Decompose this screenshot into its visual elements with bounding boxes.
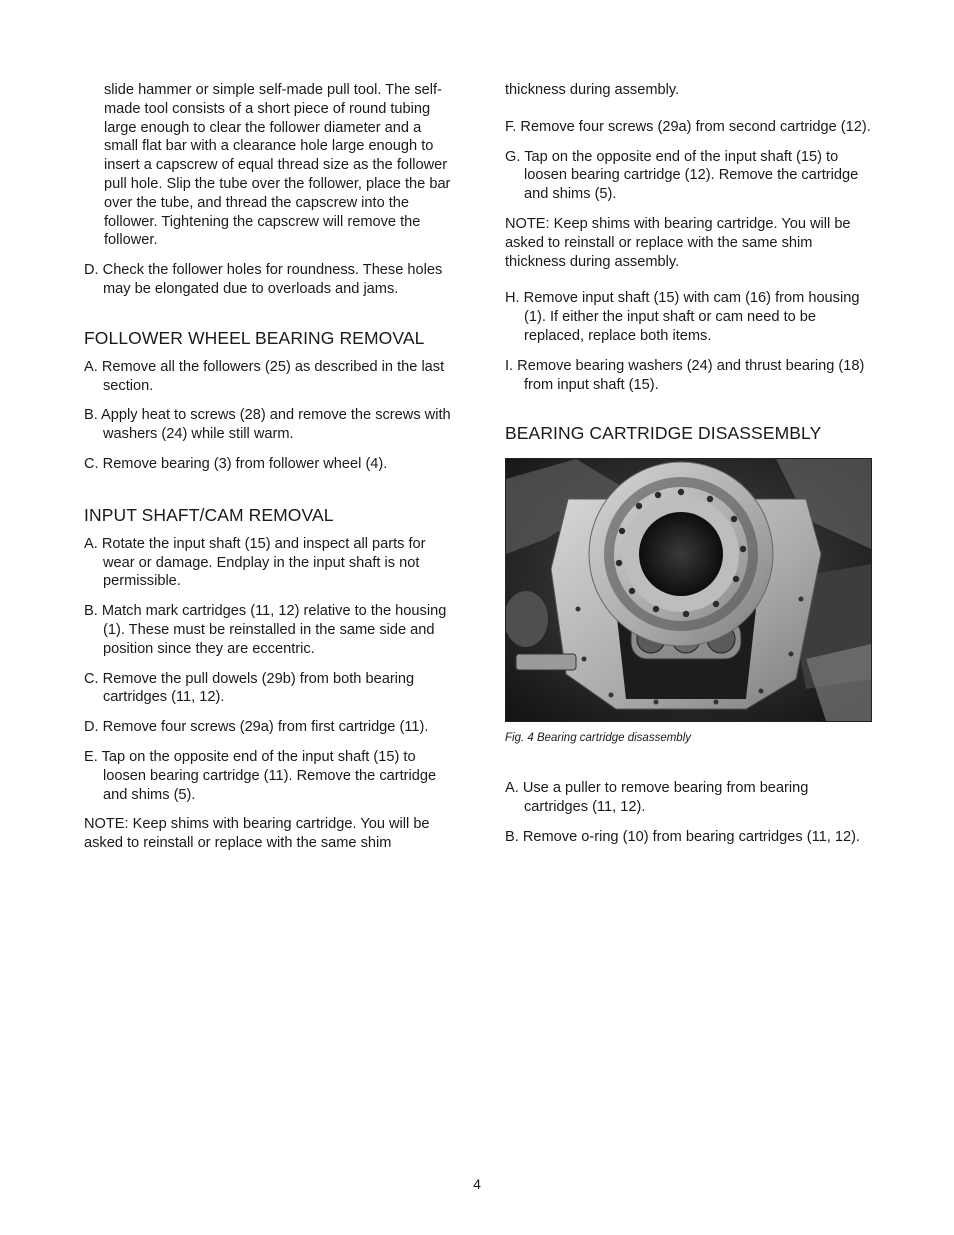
note-paragraph: NOTE: Keep shims with bearing cartridge. You will be asked to reinstall or replace with the same shim thickness during assembly.	[505, 215, 851, 270]
list-item: H. Remove input shaft (15) with cam (16) from housing (1). If either the input shaft or cam need to be replaced, replace both items.	[505, 290, 860, 344]
section-heading-follower-wheel: FOLLOWER WHEEL BEARING REMOVAL	[84, 327, 425, 348]
list-item: D. Check the follower holes for roundness. These holes may be elongated due to overloads and jams.	[84, 262, 443, 297]
page-number: 4	[473, 1176, 481, 1192]
list-item: C. Remove the pull dowels (29b) from both bearing cartridges (11, 12).	[84, 670, 415, 706]
list-item: G. Tap on the opposite end of the input shaft (15) to loosen bearing cartridge (12). Remove the cartridge and shims (5).	[505, 148, 859, 203]
list-item: B. Apply heat to screws (28) and remove the screws with washers (24) while still warm.	[84, 407, 451, 443]
note-continued: thickness during assembly.	[505, 82, 680, 98]
bearing-cartridge-photo	[505, 458, 872, 722]
list-item: B. Remove o-ring (10) from bearing cartridges (11, 12).	[505, 828, 860, 845]
list-item: A. Remove all the followers (25) as described in the last section.	[84, 358, 445, 394]
continued-paragraph: slide hammer or simple self-made pull tool. The self-made tool consists of a short piece of round tubing large enough to clear the follower diameter and a small flat bar with a clearance hole large enough to insert a capscrew of equal thread size as the follower pull hole. Slip the tube over the follower, place the bar over the tube, and thread the capscrew into the follower. Tightening the capscrew will remove the follower.	[104, 82, 451, 249]
left-column	[84, 81, 454, 864]
section-heading-bearing-cartridge: BEARING CARTRIDGE DISASSEMBLY	[505, 423, 822, 444]
section-heading-input-shaft: INPUT SHAFT/CAM REMOVAL	[84, 504, 334, 525]
right-column	[505, 81, 873, 858]
list-item: B. Match mark cartridges (11, 12) relative to the housing (1). These must be reinstalled in the same side and position since they are eccentric.	[84, 603, 447, 657]
list-item: D. Remove four screws (29a) from first cartridge (11).	[84, 719, 429, 736]
list-item: F. Remove four screws (29a) from second cartridge (12).	[505, 118, 871, 135]
list-item: A. Rotate the input shaft (15) and inspect all parts for wear or damage. Endplay in the input shaft is not permissible.	[84, 535, 426, 590]
figure-caption: Fig. 4 Bearing cartridge disassembly	[505, 732, 691, 745]
list-item: A. Use a puller to remove bearing from bearing cartridges (11, 12).	[505, 780, 809, 816]
note-paragraph: NOTE: Keep shims with bearing cartridge. You will be asked to reinstall or replace with the same shim	[84, 816, 430, 852]
list-item: C. Remove bearing (3) from follower wheel (4).	[84, 455, 388, 472]
list-item: E. Tap on the opposite end of the input shaft (15) to loosen bearing cartridge (11). Remove the cartridge and shims (5).	[84, 748, 437, 803]
list-item: I. Remove bearing washers (24) and thrust bearing (18) from input shaft (15).	[505, 357, 865, 393]
